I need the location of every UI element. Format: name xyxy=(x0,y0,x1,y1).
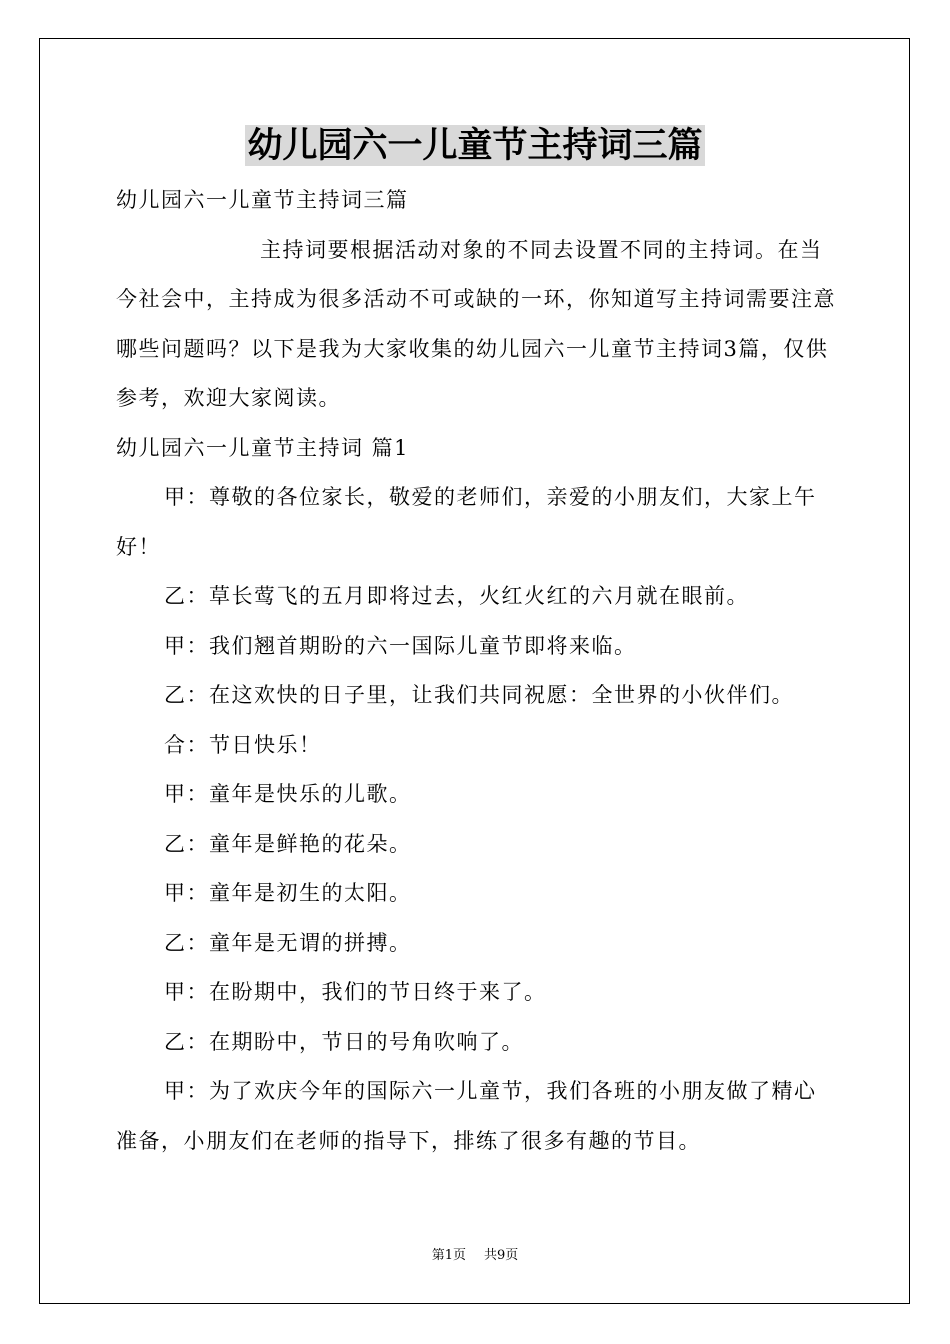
intro-paragraph: 主持词要根据活动对象的不同去设置不同的主持词。在当今社会中，主持成为很多活动不可或缺的一环，你知道写主持词需要注意哪些问题吗？以下是我为大家收集的幼儿园六一儿童节主持词3篇，仅供参考，欢迎大家阅读。 xyxy=(116,237,836,410)
page-total: 共9页 xyxy=(484,1248,519,1263)
document-subtitle: 幼儿园六一儿童节主持词三篇 xyxy=(116,188,409,212)
dialogue-paragraph: 甲：童年是快乐的儿歌。 xyxy=(164,782,412,806)
dialogue-paragraph: 甲：我们翘首期盼的六一国际儿童节即将来临。 xyxy=(164,633,637,658)
dialogue-paragraph: 乙：在这欢快的日子里，让我们共同祝愿：全世界的小伙伴们。 xyxy=(164,683,794,707)
document-title xyxy=(0,122,950,170)
dialogue-paragraph: 甲：童年是初生的太阳。 xyxy=(164,881,412,905)
dialogue-paragraph: 乙：童年是无谓的拼搏。 xyxy=(164,930,412,955)
document-body xyxy=(116,176,836,1166)
dialogue-paragraph: 甲：尊敬的各位家长，敬爱的老师们，亲爱的小朋友们，大家上午好！ xyxy=(116,485,817,559)
dialogue-paragraph: 乙：草长莺飞的五月即将过去，火红火红的六月就在眼前。 xyxy=(164,584,749,608)
dialogue-paragraph: 甲：为了欢庆今年的国际六一儿童节，我们各班的小朋友做了精心准备，小朋友们在老师的指导下，排练了很多有趣的节目。 xyxy=(116,1079,817,1153)
document-title-text: 幼儿园六一儿童节主持词三篇 xyxy=(247,125,703,166)
page-number: 第1页 xyxy=(431,1248,466,1263)
dialogue-paragraph: 乙：在期盼中，节日的号角吹响了。 xyxy=(164,1029,524,1054)
dialogue-paragraph: 甲：在盼期中，我们的节日终于来了。 xyxy=(164,980,547,1004)
dialogue-paragraph: 乙：童年是鲜艳的花朵。 xyxy=(164,831,412,856)
section-heading: 幼儿园六一儿童节主持词 篇1 xyxy=(116,435,410,460)
dialogue-paragraph: 合：节日快乐！ xyxy=(164,732,322,757)
page-footer xyxy=(0,1246,950,1266)
